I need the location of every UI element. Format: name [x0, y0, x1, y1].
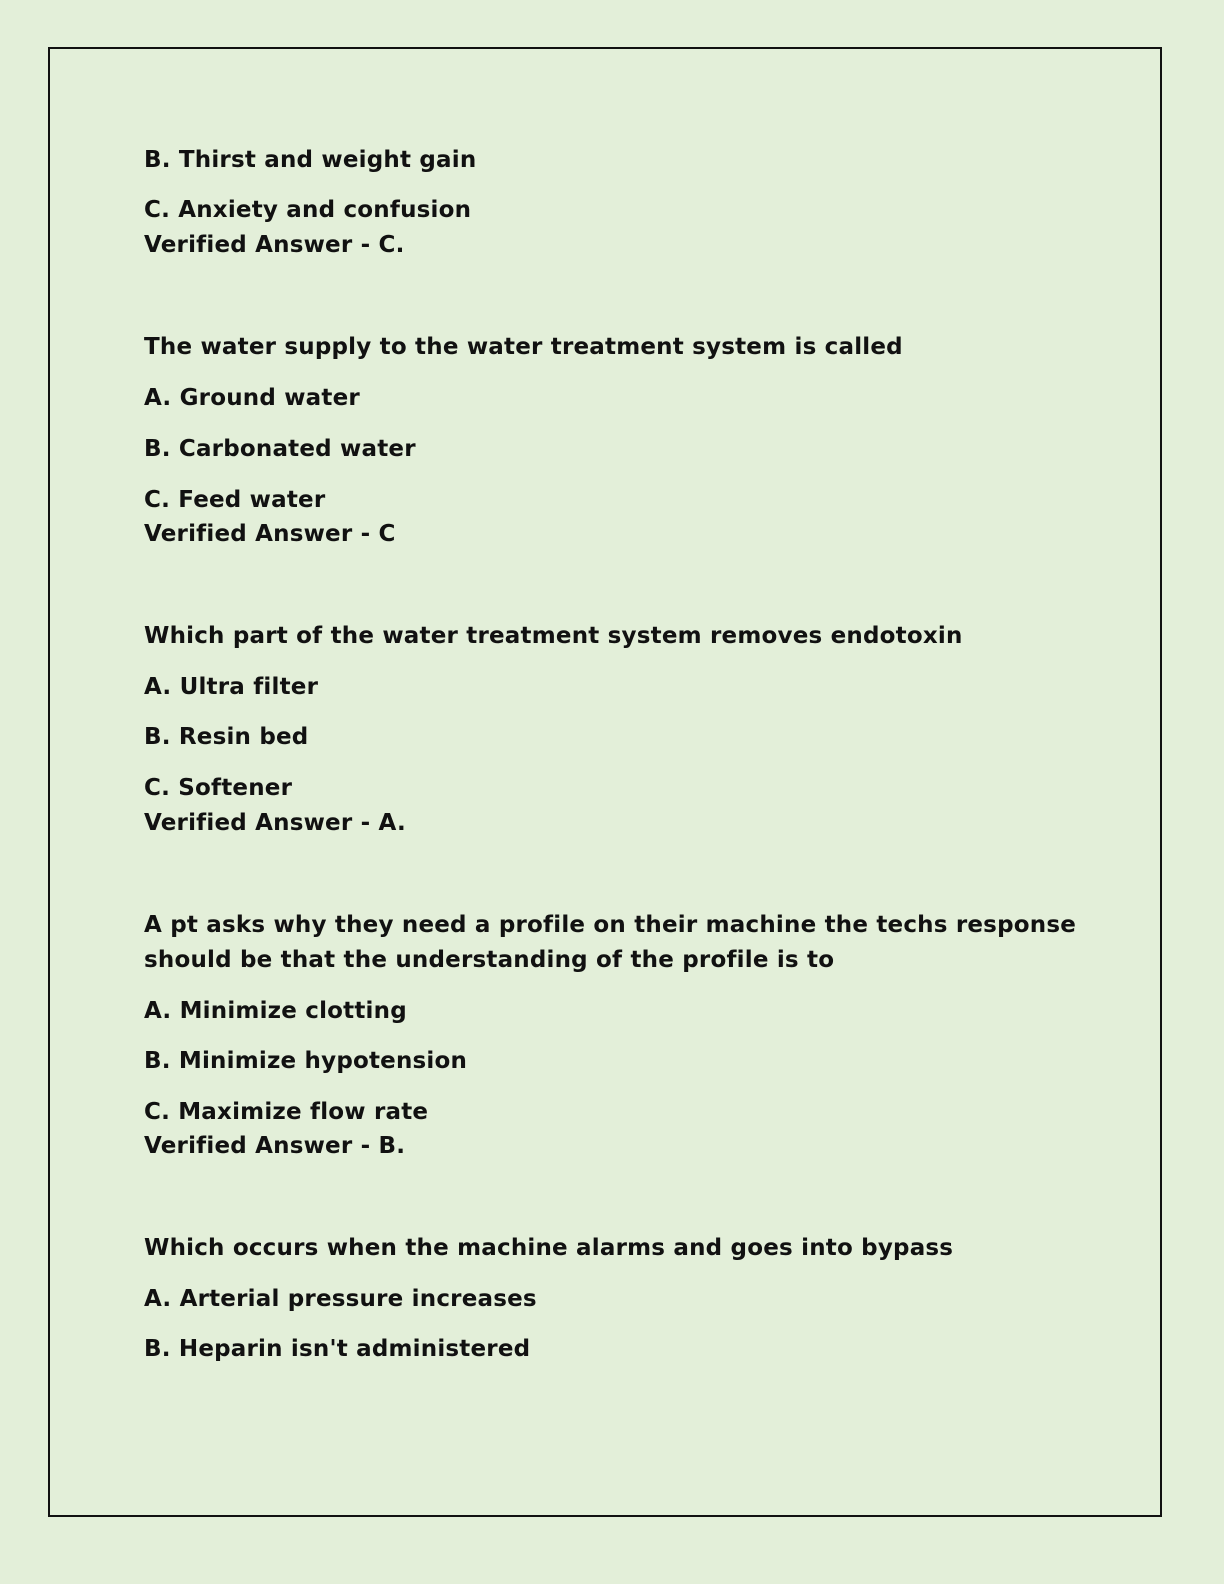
option-b: B. Resin bed — [144, 724, 309, 750]
option-a: A. Arterial pressure increases — [144, 1286, 537, 1312]
option-c: C. Anxiety and confusion — [144, 197, 472, 223]
option-a: A. Ground water — [144, 385, 360, 411]
option-b: B. Heparin isn't administered — [144, 1336, 531, 1362]
option-a: A. Minimize clotting — [144, 998, 407, 1024]
question-text: Which occurs when the machine alarms and goes into bypass — [144, 1235, 954, 1261]
verified-answer: Verified Answer - C. — [144, 232, 405, 258]
option-c: C. Softener — [144, 775, 293, 801]
option-b: B. Minimize hypotension — [144, 1048, 468, 1074]
verified-answer: Verified Answer - C — [144, 521, 396, 547]
option-b: B. Thirst and weight gain — [144, 147, 477, 173]
option-a: A. Ultra filter — [144, 674, 319, 700]
question-text: The water supply to the water treatment system is called — [144, 334, 903, 360]
question-text: Which part of the water treatment system removes endotoxin — [144, 623, 963, 649]
option-c: C. Feed water — [144, 487, 326, 513]
verified-answer: Verified Answer - A. — [144, 810, 406, 836]
option-b: B. Carbonated water — [144, 436, 416, 462]
question-text-continued: should be that the understanding of the profile is to — [144, 947, 835, 973]
question-text: A pt asks why they need a profile on their machine the techs response — [144, 912, 1077, 938]
verified-answer: Verified Answer - B. — [144, 1133, 406, 1159]
option-c: C. Maximize flow rate — [144, 1099, 429, 1125]
